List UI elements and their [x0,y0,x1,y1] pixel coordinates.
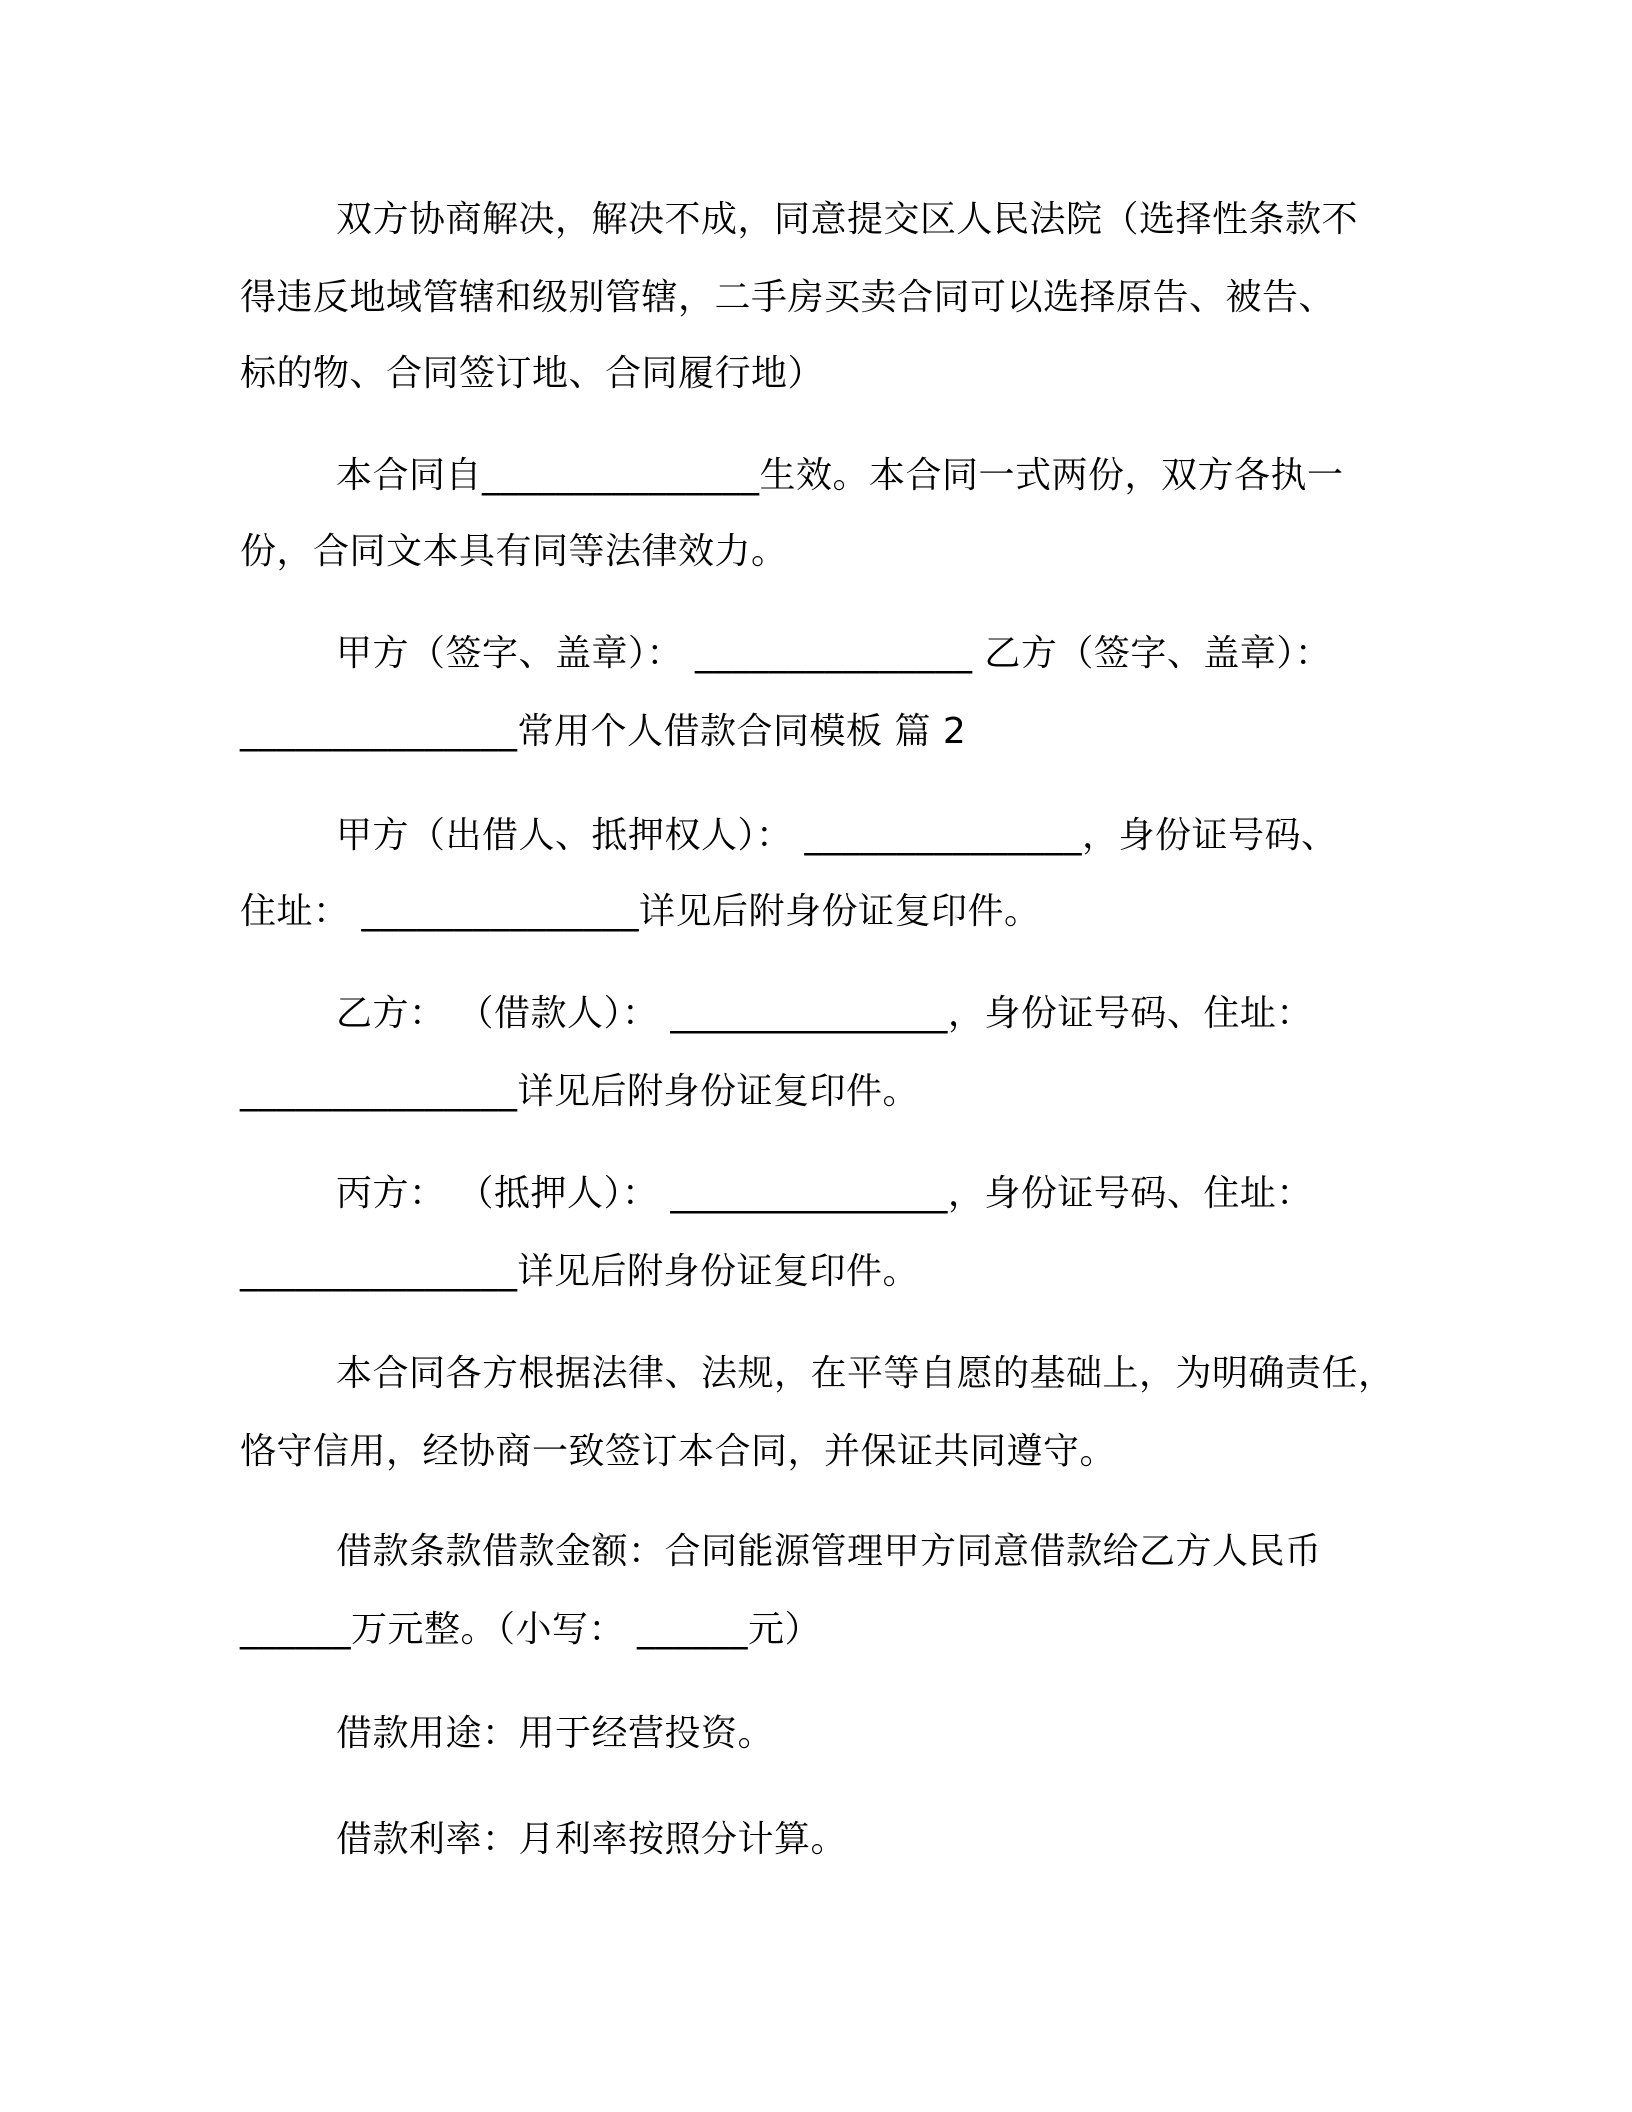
preamble-line-1: 本合同各方根据法律、法规，在平等自愿的基础上，为明确责任， [336,1353,1395,1394]
loan-amount-line-2: ______万元整。（小写： ______元） [240,1609,821,1650]
signatures-line-2: _______________常用个人借款合同模板 篇 2 [240,711,967,752]
signatures-line-1: 甲方（签字、盖章）： _______________ 乙方（签字、盖章）： [336,633,1332,674]
dispute-line-1: 双方协商解决，解决不成，同意提交区人民法院（选择性条款不 [336,199,1359,240]
party-b-line-2: _______________详见后附身份证复印件。 [240,1071,920,1112]
party-b-line-1: 乙方： （借款人）： _______________，身份证号码、住址： [336,993,1313,1034]
dispute-line-2: 得违反地域管辖和级别管辖，二手房买卖合同可以选择原告、被告、 [240,277,1336,318]
dispute-line-3: 标的物、合同签订地、合同履行地） [240,353,825,394]
party-c-line-1: 丙方： （抵押人）： _______________，身份证号码、住址： [336,1173,1313,1214]
loan-purpose-line-1: 借款用途：用于经营投资。 [336,1713,775,1754]
party-a-line-1: 甲方（出借人、抵押权人）： _______________，身份证号码、 [336,815,1338,856]
party-c-line-2: _______________详见后附身份证复印件。 [240,1251,920,1292]
preamble-line-2: 恪守信用，经协商一致签订本合同，并保证共同遵守。 [240,1431,1117,1472]
effective-line-1: 本合同自_______________生效。本合同一式两份，双方各执一 [336,455,1344,496]
party-a-line-2: 住址： _______________详见后附身份证复印件。 [240,891,1041,932]
loan-amount-line-1: 借款条款借款金额：合同能源管理甲方同意借款给乙方人民币 [336,1531,1322,1572]
loan-rate-line-1: 借款利率：月利率按照分计算。 [336,1819,848,1860]
effective-line-2: 份，合同文本具有同等法律效力。 [240,531,788,572]
